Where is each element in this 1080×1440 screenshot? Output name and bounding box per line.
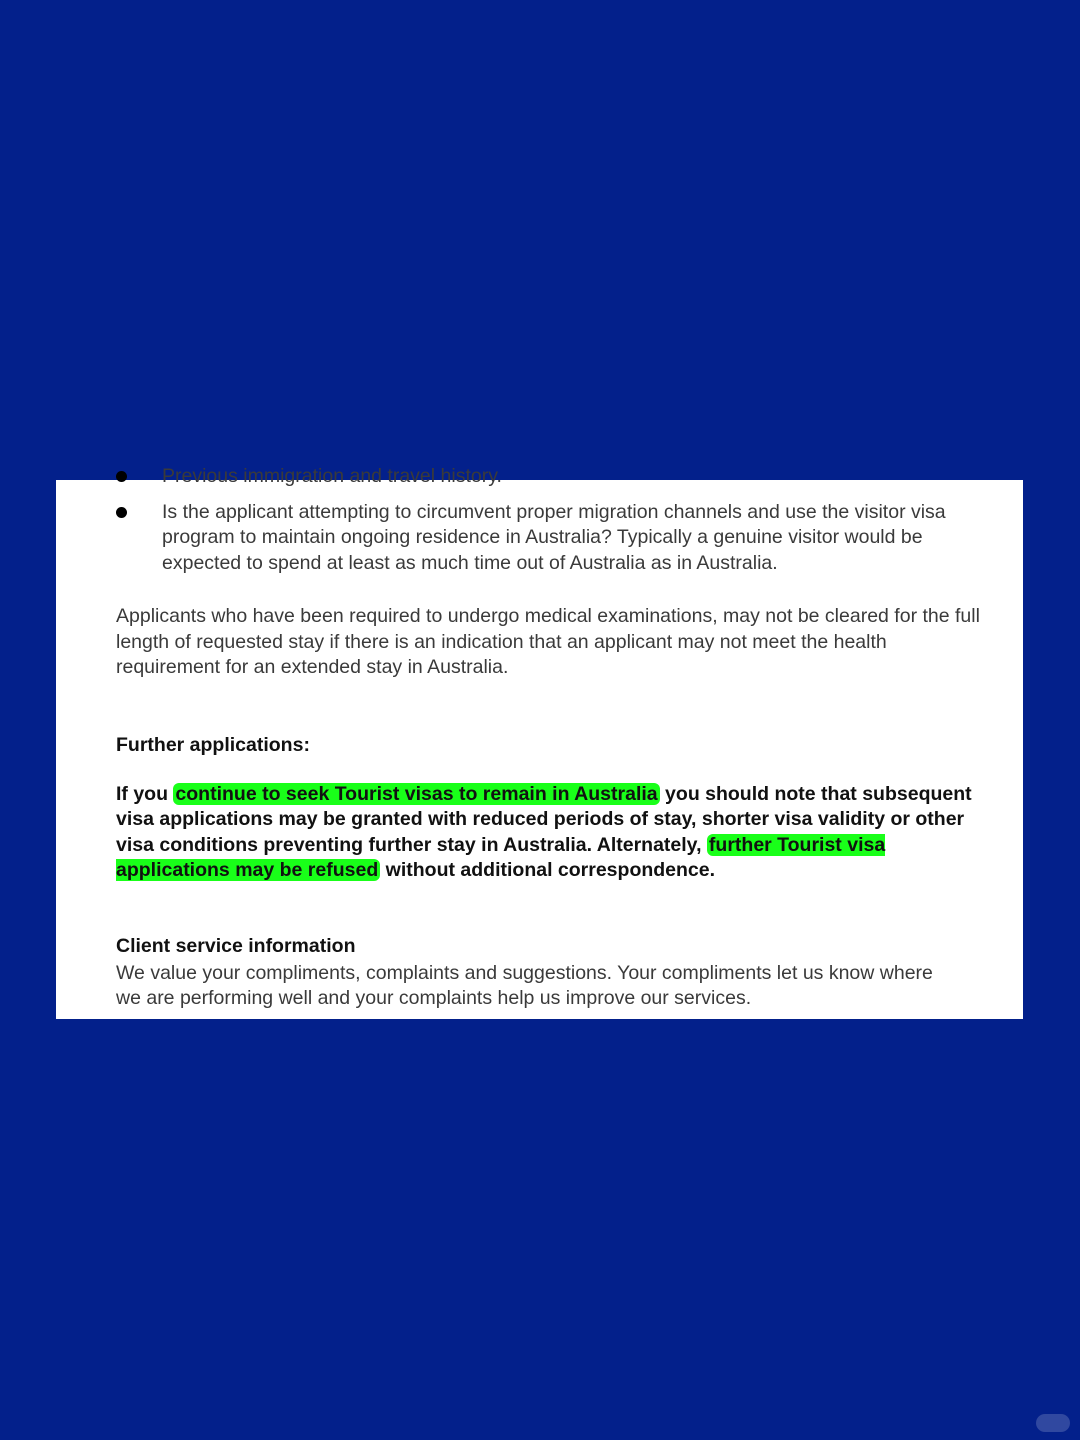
- bullet-icon: [116, 507, 127, 518]
- highlighted-text: continue to seek Tourist visas to remain in Australia: [175, 782, 658, 805]
- document-page: [56, 465, 1023, 1019]
- text-segment: If you: [116, 782, 174, 805]
- document-content: [56, 464, 1023, 1012]
- highlighted-text: further Tourist visa applications may be refused: [116, 833, 886, 881]
- text-segment: you should note that subsequent visa applications may be granted with reduced periods of stay, shorter visa validity or other visa conditions preventing further stay in Australia. Alternately,: [116, 782, 972, 856]
- client-service-paragraph: We value your compliments, complaints and suggestions. Your compliments let us know where we are performing well and your complaints help us improve our services.: [116, 961, 933, 1009]
- medical-paragraph: Applicants who have been required to undergo medical examinations, may not be cleared for the full length of requested stay if there is an indication that an applicant may not meet the health requirement for an extended stay in Australia.: [116, 605, 980, 678]
- text-segment: without additional correspondence.: [380, 859, 716, 881]
- further-applications-heading: Further applications:: [116, 733, 310, 756]
- bullet-text: Is the applicant attempting to circumvent proper migration channels and use the visitor visa program to maintain ongoing residence in Australia? Typically a genuine visitor would be expected to spend at least as much time out of Australia as in Australia.: [162, 500, 946, 574]
- list-item: [56, 500, 1023, 577]
- list-item: [56, 464, 1023, 490]
- further-applications-paragraph: [56, 782, 1023, 884]
- bullet-icon: [116, 471, 127, 482]
- criteria-list: [56, 464, 1023, 576]
- watermark-logo: [1036, 1414, 1070, 1432]
- bullet-text: Previous immigration and travel history.: [162, 465, 502, 487]
- client-service-heading: Client service information: [116, 934, 356, 957]
